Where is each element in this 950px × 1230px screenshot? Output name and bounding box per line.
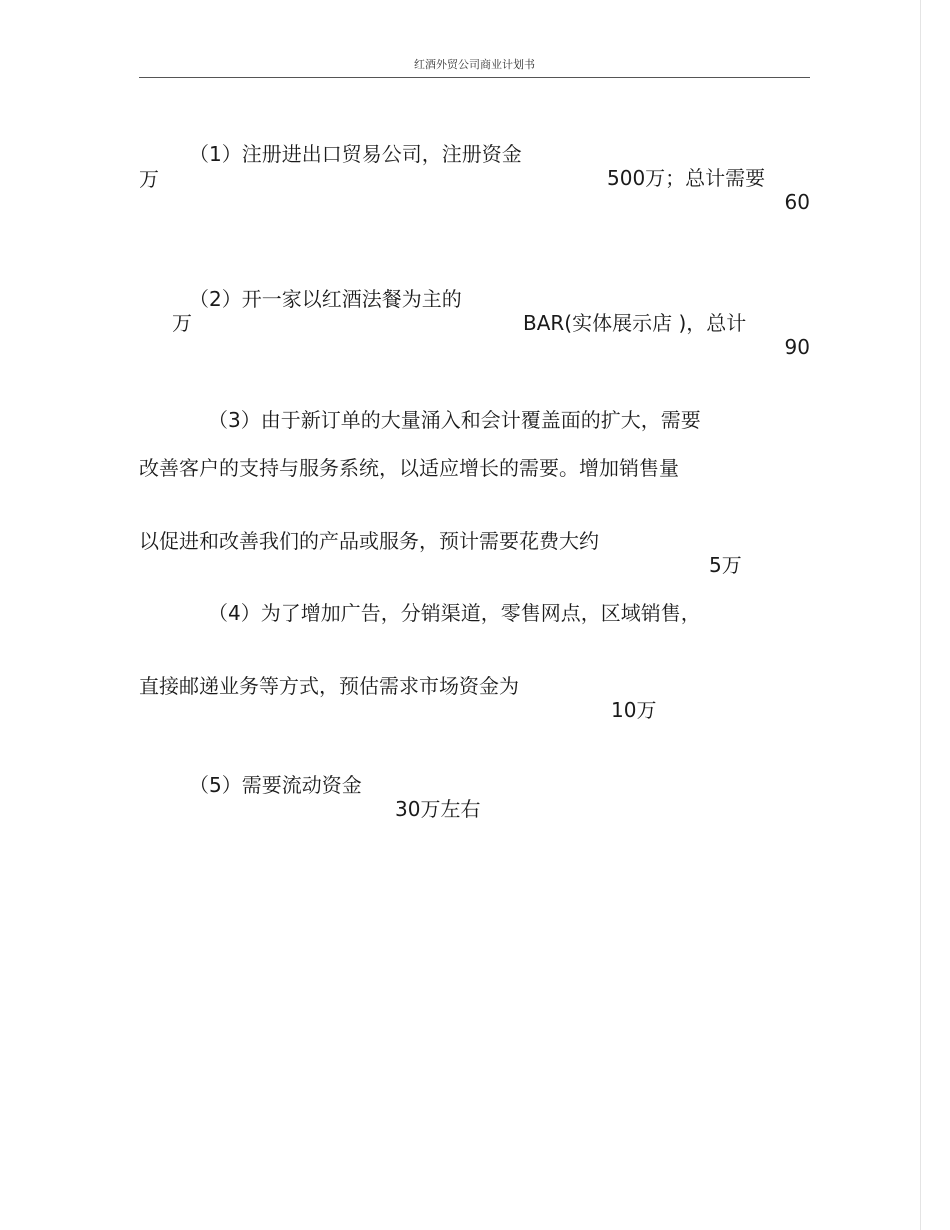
item-1-amount: 500万；总计需要 bbox=[607, 166, 766, 190]
item-2-line-2: 万 bbox=[172, 311, 192, 335]
item-4-line-2 bbox=[139, 650, 699, 722]
item-2-line-1 bbox=[189, 263, 810, 359]
item-1-line-2: 万 bbox=[139, 167, 159, 191]
item-3-line-3 bbox=[139, 505, 759, 577]
item-1-total: 60 bbox=[784, 190, 810, 214]
item-3-line-1: （3）由于新订单的大量涌入和会计覆盖面的扩大，需要 bbox=[208, 408, 701, 432]
item-3-amount: 5万 bbox=[709, 553, 742, 577]
item-4-text: 直接邮递业务等方式，预估需求市场资金为 bbox=[139, 674, 519, 698]
header-rule bbox=[139, 77, 810, 78]
item-2-text: （2）开一家以红酒法餐为主的 bbox=[189, 287, 462, 311]
item-3-text: 以促进和改善我们的产品或服务，预计需要花费大约 bbox=[139, 529, 599, 553]
item-4-line-1: （4）为了增加广告，分销渠道，零售网点，区域销售， bbox=[208, 601, 701, 625]
item-2-amount: BAR(实体展示店 )，总计 bbox=[523, 311, 747, 335]
item-4-amount: 10万 bbox=[611, 698, 657, 722]
item-1-text: （1）注册进出口贸易公司，注册资金 bbox=[189, 142, 522, 166]
item-3-line-2: 改善客户的支持与服务系统，以适应增长的需要。增加销售量 bbox=[139, 456, 679, 480]
item-5-line-1 bbox=[189, 749, 509, 821]
item-1-line-1 bbox=[189, 118, 810, 214]
item-5-amount: 30万左右 bbox=[395, 797, 481, 821]
item-2-total: 90 bbox=[784, 335, 810, 359]
running-header: 红酒外贸公司商业计划书 bbox=[414, 58, 535, 71]
item-5-text: （5）需要流动资金 bbox=[189, 773, 362, 797]
page-edge-divider bbox=[920, 0, 921, 1230]
